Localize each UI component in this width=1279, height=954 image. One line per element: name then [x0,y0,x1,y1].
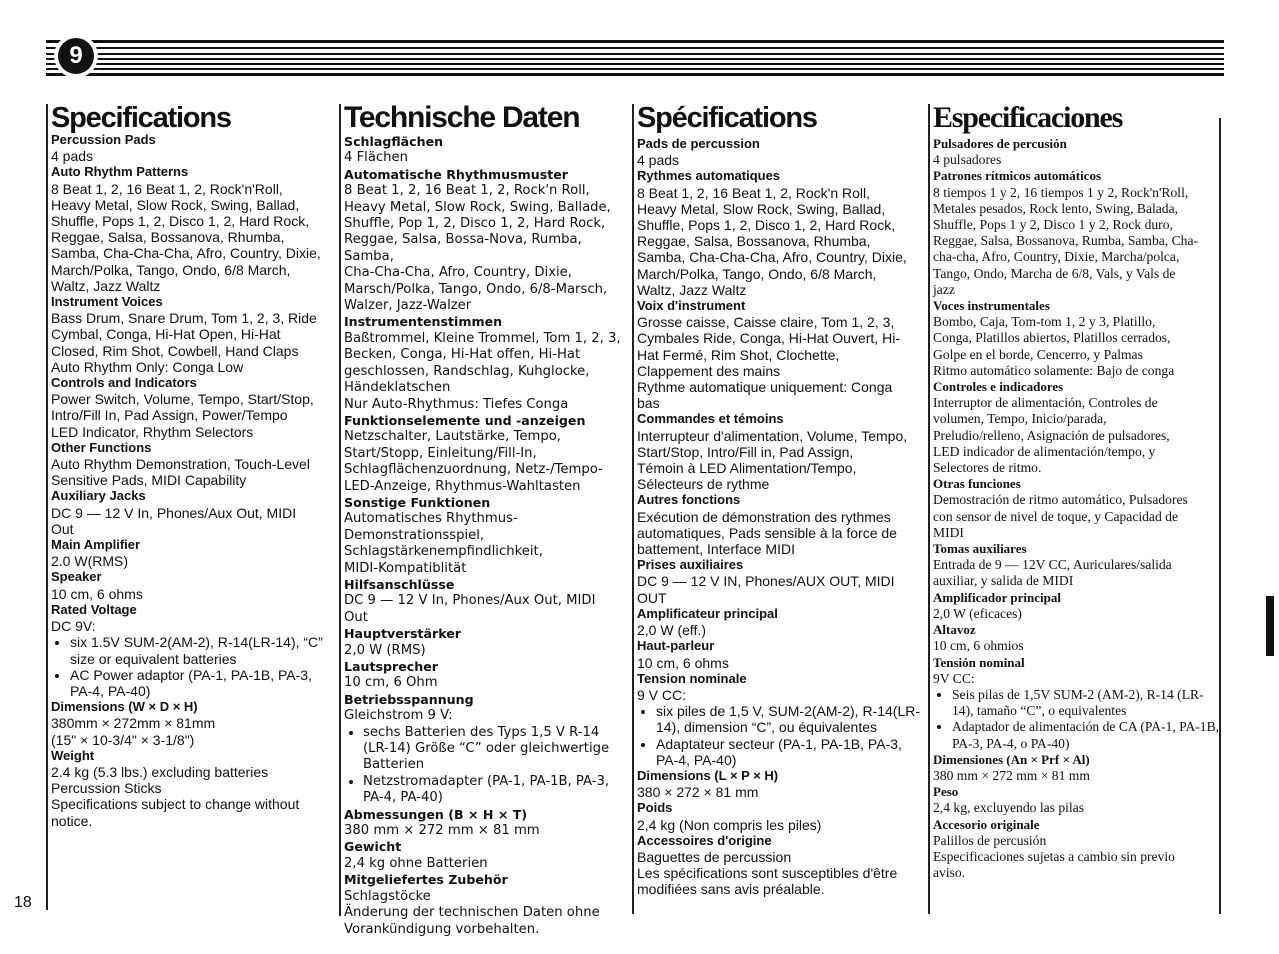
column-french [632,104,924,914]
spec-label: Rythmes automatiques [637,168,781,184]
spec-value: Schlagstöcke [344,888,431,904]
spec-value: Waltz, Jazz Waltz [51,277,161,294]
spec-label: Poids [637,800,673,816]
spec-value: LED Indicator, Rhythm Selectors [51,423,254,440]
spec-value: Cha-Cha-Cha, Afro, Country, Dixie, [344,265,572,281]
spec-label: Abmessungen (B × H × T) [344,806,528,822]
spec-value: Les spécifications sont susceptibles d'être [637,865,898,882]
spec-label: Peso [933,784,959,800]
spec-value: March/Polka, Tango, Ondo, 6/8 March, [51,261,291,278]
spec-label: Accessoires d'origine [637,832,772,848]
spec-value: con sensor de nivel de toque, y Capacidad de [933,508,1178,524]
spec-value: Interrupteur d'alimentation, Volume, Tempo, [637,427,908,444]
spec-value: Vorankündigung vorbehalten. [344,921,540,937]
spec-value: 380 mm × 272 mm × 81 mm [344,823,540,839]
spec-value: Becken, Conga, Hi-Hat offen, Hi-Hat [344,347,581,363]
spec-value: 10 cm, 6 Ohm [344,675,438,691]
spec-value: Cymbal, Conga, Hi-Hat Open, Hi-Hat [51,326,281,343]
spec-value: 2,4 kg ohne Batterien [344,855,488,871]
spec-value: Heavy Metal, Slow Rock, Swing, Ballad, [637,200,886,217]
spec-value: Demonstrationsspiel, [344,527,485,543]
spec-value: Reggae, Salsa, Bossa-Nova, Rumba, Samba, [344,232,582,264]
spec-label: Speaker [51,569,102,585]
spec-value: MIDI-Kompatiblität [344,560,467,576]
spec-value: 4 Flächen [344,150,408,166]
spec-label: Pulsadores de percusión [933,136,1067,151]
spec-value: 9V CC: [933,670,975,686]
right-column-rule [1219,118,1221,914]
spec-label: Percussion Pads [51,132,156,147]
spec-label: Rated Voltage [51,601,137,617]
spec-value: Shuffle, Pops 1, 2, Disco 1, 2, Hard Rock, [637,217,896,234]
spec-value: Änderung der technischen Daten ohne [344,905,600,921]
spec-value: Specifications subject to change without [51,796,300,813]
spec-value: Demostración de ritmo automático, Pulsadores [933,492,1188,508]
spec-bullet: • Netzstromadapter (PA-1, PA-1B, PA-3, PA-4, PA-40) [363,774,629,807]
spec-bullet-list [344,725,629,807]
spec-label: Auto Rhythm Patterns [51,164,189,180]
spec-label: Gewicht [344,839,402,855]
spec-value: LED indicador de alimentación/tempo, y [933,443,1156,459]
spec-value: Clappement des mains [637,362,781,379]
spec-value: modifiées sans avis préalable. [637,881,825,898]
spec-value: Start/Stopp, Einleitung/Fill-In, [344,445,537,461]
spec-label: Amplificateur principal [637,605,778,621]
spec-value: auxiliar, y salida de MIDI [933,573,1074,589]
spec-value: Reggae, Salsa, Bossanova, Rhumba, [637,233,871,250]
spec-label: Lautsprecher [344,659,438,674]
spec-label: Dimensions (L × P × H) [637,767,779,783]
spec-value: Entrada de 9 — 12V CC, Auriculares/salida [933,557,1172,573]
spec-label: Voix d'instrument [637,298,746,314]
spec-label: Sonstige Funktionen [344,494,491,510]
spec-value: Händeklatschen [344,380,451,396]
spec-value: Start/Stop, Intro/Fill in, Pad Assign, [637,443,854,460]
spec-value: jazz [933,281,955,297]
spec-value: Baßtrommel, Kleine Trommel, Tom 1, 2, 3, [344,330,621,346]
column-german [339,101,629,937]
spec-bullet: • sechs Batterien des Typs 1,5 V R-14 (LR-14) Größe “C” oder gleichwertige Batterien [363,725,629,774]
spec-label: Auxiliary Jacks [51,488,146,504]
spec-bullet: • Adaptateur secteur (PA-1, PA-1B, PA-3, PA-4, PA-40) [656,736,924,768]
spec-value: Cymbales Ride, Conga, Hi-Hat Ouvert, Hi- [637,330,900,347]
spec-label: Tension nominale [637,670,747,686]
spec-bullet-list [637,703,924,768]
spec-label: Pads de percussion [637,136,760,151]
header-rules [46,40,1224,76]
spec-bullet: • six piles de 1,5 V, SUM-2(AM-2), R-14(LR-14), dimension “C”, ou équivalentes [656,703,924,735]
spec-label: Weight [51,747,95,763]
spec-value: 8 Beat 1, 2, 16 Beat 1, 2, Rock'n Roll, [637,184,871,201]
spec-value: Walzer, Jazz-Walzer [344,298,472,314]
spec-value: Bombo, Caja, Tom-tom 1, 2 y 3, Platillo, [933,314,1156,330]
spec-value: 9 V CC: [637,686,687,703]
spec-value: Out [51,520,74,537]
spec-bullet-list [51,634,336,699]
spec-label: Tensión nominal [933,654,1025,670]
spec-label: Prises auxiliaires [637,557,744,573]
spec-value: Conga, Platillos abiertos, Platillos cerrados, [933,330,1171,346]
spec-value: OUT [637,589,667,606]
spec-value: Témoin à LED Alimentation/Tempo, [637,460,857,477]
spec-label: Schlagflächen [344,134,444,149]
spec-value: 2,4 kg, excluyendo las pilas [933,800,1085,816]
spec-value: Automatisches Rhythmus- [344,511,518,527]
spec-value: Intro/Fill In, Pad Assign, Power/Tempo [51,407,288,424]
page-edge-mark [1266,596,1274,656]
spec-label: Hilfsanschlüsse [344,576,455,592]
spec-value: Sélecteurs de rythme [637,476,770,493]
spec-value: Heavy Metal, Slow Rock, Swing, Ballade, [344,199,611,215]
spec-value: Nur Auto-Rhythmus: Tiefes Conga [344,396,569,412]
spec-label: Patrones rítmicos automáticos [933,168,1102,184]
spec-label: Haut-parleur [637,638,715,654]
spec-value: Schlagstärkenempfindlichkeit, [344,544,543,560]
spec-label: Other Functions [51,439,152,455]
section-title: Specifications [51,102,231,134]
spec-value: 4 pads [637,152,680,169]
spec-value: Gleichstrom 9 V: [344,708,453,724]
spec-value: Interruptor de alimentación, Controles de [933,395,1158,411]
spec-value: Grosse caisse, Caisse claire, Tom 1, 2, 3, [637,314,895,331]
spec-value: Percussion Sticks [51,780,162,797]
spec-value: volumen, Tempo, Inicio/parada, [933,411,1107,427]
spec-value: bas [637,395,660,412]
spec-value: Schlagflächenzuordnung, Netz-/Tempo- [344,462,603,478]
spec-value: Waltz, Jazz Waltz [637,281,747,298]
column-english [46,104,336,910]
spec-value: Rythme automatique uniquement: Conga [637,379,893,396]
spec-value: Sensitive Pads, MIDI Capability [51,472,247,489]
spec-label: Funktionselemente und -anzeigen [344,412,586,428]
spec-label: Betriebsspannung [344,691,474,707]
spec-label: Accesorio originale [933,816,1040,832]
spec-bullet-list [933,687,1224,752]
spec-label: Commandes et témoins [637,411,784,427]
spec-value: Palillos de percusión [933,832,1047,848]
spec-value: Metales pesados, Rock lento, Swing, Balada, [933,200,1179,216]
spec-value: Auto Rhythm Only: Conga Low [51,358,244,375]
spec-value: Reggae, Salsa, Bossanova, Rhumba, [51,229,285,246]
spec-value: Marsch/Polka, Tango, Ondo, 6/8-Marsch, [344,281,608,297]
spec-value: Selectores de ritmo. [933,460,1042,476]
spec-bullet: • AC Power adaptor (PA-1, PA-1B, PA-3, PA-4, PA-40) [70,667,336,699]
spec-value: aviso. [933,865,966,881]
spec-label: Dimensions (W × D × H) [51,699,198,715]
spec-value: 2,0 W (RMS) [344,642,426,658]
spec-value: 2,0 W (eff.) [637,622,706,639]
spec-value: automatiques, Pads sensible à la force de [637,524,897,541]
spec-label: Controles e indicadores [933,379,1064,395]
spec-value: DC 9 — 12 V In, Phones/Aux Out, MIDI [344,593,596,609]
section-title: Especificaciones [933,101,1123,134]
spec-value: Closed, Rim Shot, Cowbell, Hand Claps [51,342,299,359]
spec-value: geschlossen, Randschlag, Kuhglocke, [344,363,590,379]
spec-value: Reggae, Salsa, Bossanova, Rumba, Samba, Cha- [933,233,1199,249]
page-number: 18 [14,894,32,911]
spec-value: battement, Interface MIDI [637,541,795,558]
spec-label: Main Amplifier [51,537,141,553]
spec-value: cha-cha, Afro, Country, Dixie, Marcha/polca, [933,249,1180,265]
spec-label: Altavoz [933,622,976,638]
spec-label: Instrument Voices [51,294,163,310]
spec-label: Dimensiones (An × Prf × Al) [933,751,1090,767]
spec-value: DC 9V: [51,618,96,635]
spec-value: Netzschalter, Lautstärke, Tempo, [344,429,561,445]
spec-value: 10 cm, 6 ohms [637,654,729,671]
spec-label: Autres fonctions [637,492,741,508]
spec-value: March/Polka, Tango, Ondo, 6/8 March, [637,265,877,282]
spec-label: Controls and Indicators [51,375,197,391]
spec-value: 380 × 272 × 81 mm [637,784,759,801]
spec-value: 4 pulsadores [933,152,1002,168]
spec-value: MIDI [933,524,964,540]
spec-value: 2,0 W (eficaces) [933,605,1022,621]
spec-value: 2.4 kg (5.3 lbs.) excluding batteries [51,763,269,780]
spec-bullet: • Adaptador de alimentación de CA (PA-1, PA-1B, PA-3, PA-4, o PA-40) [952,719,1224,751]
spec-value: Shuffle, Pop 1, 2, Disco 1, 2, Hard Rock, [344,216,606,232]
section-title: Spécifications [637,102,817,134]
chapter-badge: 9 [58,38,94,74]
spec-value: DC 9 — 12 V IN, Phones/AUX OUT, MIDI [637,573,895,590]
column-spanish [928,101,1224,914]
spec-value: 8 Beat 1, 2, 16 Beat 1, 2, Rock'n'Roll, [51,180,283,197]
spec-value: Auto Rhythm Demonstration, Touch-Level [51,456,310,473]
spec-label: Tomas auxiliares [933,541,1027,557]
spec-value: 380 mm × 272 mm × 81 mm [933,767,1090,783]
spec-value: 8 Beat 1, 2, 16 Beat 1, 2, Rock'n Roll, [344,183,590,199]
spec-value: Shuffle, Pops 1, 2, Disco 1, 2, Hard Rock, [51,213,310,230]
spec-value: (15" × 10-3/4" × 3-1/8") [51,731,195,748]
spec-value: LED-Anzeige, Rhythmus-Wahltasten [344,478,581,494]
spec-bullet: • six 1.5V SUM-2(AM-2), R-14(LR-14), “C” size or equivalent batteries [70,634,336,666]
spec-value: Exécution de démonstration des rythmes [637,508,891,525]
spec-label: Amplificador principal [933,589,1061,605]
spec-value: 2.0 W(RMS) [51,553,128,570]
section-title: Technische Daten [344,101,580,134]
spec-value: Hat Fermé, Rim Shot, Clochette, [637,346,840,363]
spec-value: 8 tiempos 1 y 2, 16 tiempos 1 y 2, Rock'n'Roll, [933,184,1189,200]
spec-value: Bass Drum, Snare Drum, Tom 1, 2, 3, Ride [51,310,317,327]
spec-value: 4 pads [51,148,94,165]
spec-label: Hauptverstärker [344,626,462,642]
spec-value: DC 9 — 12 V In, Phones/Aux Out, MIDI [51,504,297,521]
spec-value: Preludio/relleno, Asignación de pulsadores, [933,427,1170,443]
spec-value: Power Switch, Volume, Tempo, Start/Stop, [51,391,314,408]
spec-value: Heavy Metal, Slow Rock, Swing, Ballad, [51,196,300,213]
spec-value: 380mm × 272mm × 81mm [51,715,216,732]
spec-label: Mitgeliefertes Zubehör [344,872,508,888]
spec-label: Otras funciones [933,476,1021,492]
spec-value: Especificaciones sujetas a cambio sin previo [933,848,1175,864]
spec-value: Golpe en el borde, Cencerro, y Palmas [933,346,1143,362]
spec-value: 10 cm, 6 ohmios [933,638,1024,654]
spec-value: Samba, Cha-Cha-Cha, Afro, Country, Dixie, [51,245,321,262]
spec-bullet: • Seis pilas de 1,5V SUM-2 (AM-2), R-14 (LR-14), tamaño “C”, o equivalentes [952,687,1224,719]
spec-value: Samba, Cha-Cha-Cha, Afro, Country, Dixie, [637,249,907,266]
spec-value: Shuffle, Pops 1 y 2, Disco 1 y 2, Rock duro, [933,217,1173,233]
spec-value: Out [344,609,368,625]
spec-value: 2,4 kg (Non compris les piles) [637,816,822,833]
spec-value: Ritmo automático solamente: Bajo de conga [933,362,1175,378]
spec-value: notice. [51,812,93,829]
spec-label: Instrumentenstimmen [344,314,503,330]
spec-value: Tango, Ondo, Marcha de 6/8, Vals, y Vals de [933,265,1176,281]
spec-value: Baguettes de percussion [637,848,792,865]
spec-value: 10 cm, 6 ohms [51,585,143,602]
spec-label: Automatische Rhythmusmuster [344,166,568,182]
spec-label: Voces instrumentales [933,298,1050,314]
